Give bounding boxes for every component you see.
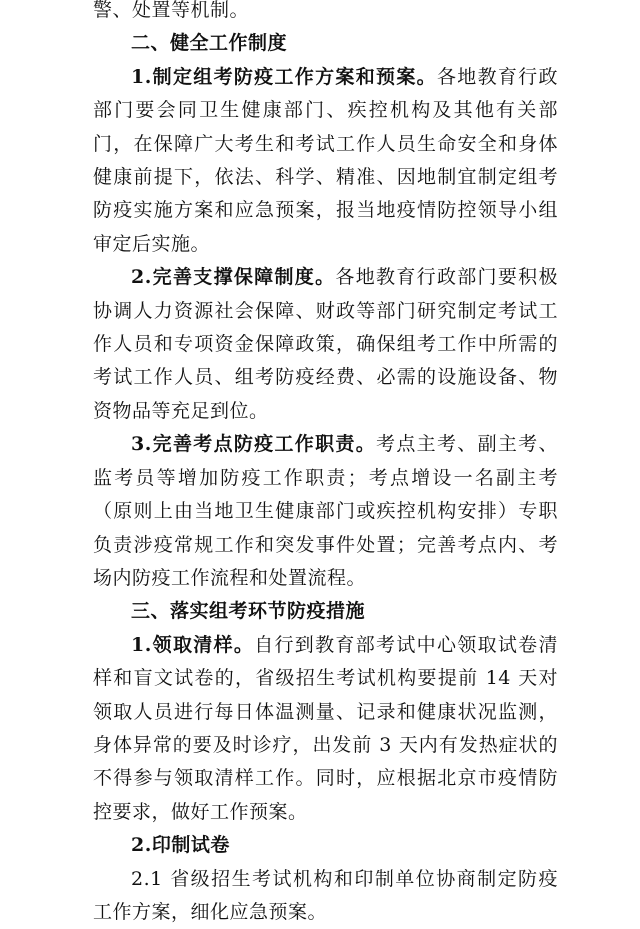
paragraph-lead: 2.完善支撑保障制度。: [131, 266, 336, 289]
paragraph-lead: 2.印制试卷: [131, 834, 230, 857]
paragraph-text: 考点主考、副主考、监考员等增加防疫工作职责；考点增设一名副主考（原则上由当地卫生健康部门或疾控机构安排）专职负责涉疫常规工作和突发事件处置；完善考点内、考场内防疫工作流程和处置流程。: [93, 433, 558, 589]
paragraph-3-1: [93, 629, 558, 829]
paragraph-text: 2.1 省级招生考试机构和印制单位协商制定防疫工作方案，细化应急预案。: [93, 867, 558, 923]
paragraph-2-2: [93, 261, 558, 428]
paragraph-3-2: [93, 829, 558, 862]
paragraph-3-2-1: [93, 863, 558, 929]
paragraph-text: 各地教育行政部门要会同卫生健康部门、疾控机构及其他有关部门，在保障广大考生和考试工作人员生命安全和身体健康前提下，依法、科学、精准、因地制宜制定组考防疫实施方案和应急预案，报当地疫情防控领导小组审定后实施。: [93, 65, 558, 255]
section-heading-2: 二、健全工作制度: [131, 32, 288, 55]
paragraph-2-3: [93, 428, 558, 595]
paragraph-lead: 1.制定组考防疫工作方案和预案。: [131, 65, 437, 88]
section-heading-3: 三、落实组考环节防疫措施: [131, 600, 366, 623]
paragraph-2-1: [93, 61, 558, 261]
continuation-paragraph: [93, 0, 558, 27]
paragraph-lead: 3.完善考点防疫工作职责。: [131, 433, 377, 456]
paragraph-lead: 1.领取清样。: [131, 633, 255, 656]
paragraph-text: 各地教育行政部门要积极协调人力资源社会保障、财政等部门研究制定考试工作人员和专项资金保障政策，确保组考工作中所需的考试工作人员、组考防疫经费、必需的设施设备、物资物品等充足到位。: [93, 266, 558, 422]
continuation-text: 警、处置等机制。: [93, 0, 250, 21]
paragraph-text: 自行到教育部考试中心领取试卷清样和盲文试卷的，省级招生考试机构要提前 14 天对领取人员进行每日体温测量、记录和健康状况监测，身体异常的要及时诊疗，出发前 3 天内有发热症状的不得参与领取清样工作。同时，应根据北京市疫情防控要求，做好工作预案。: [93, 633, 558, 823]
